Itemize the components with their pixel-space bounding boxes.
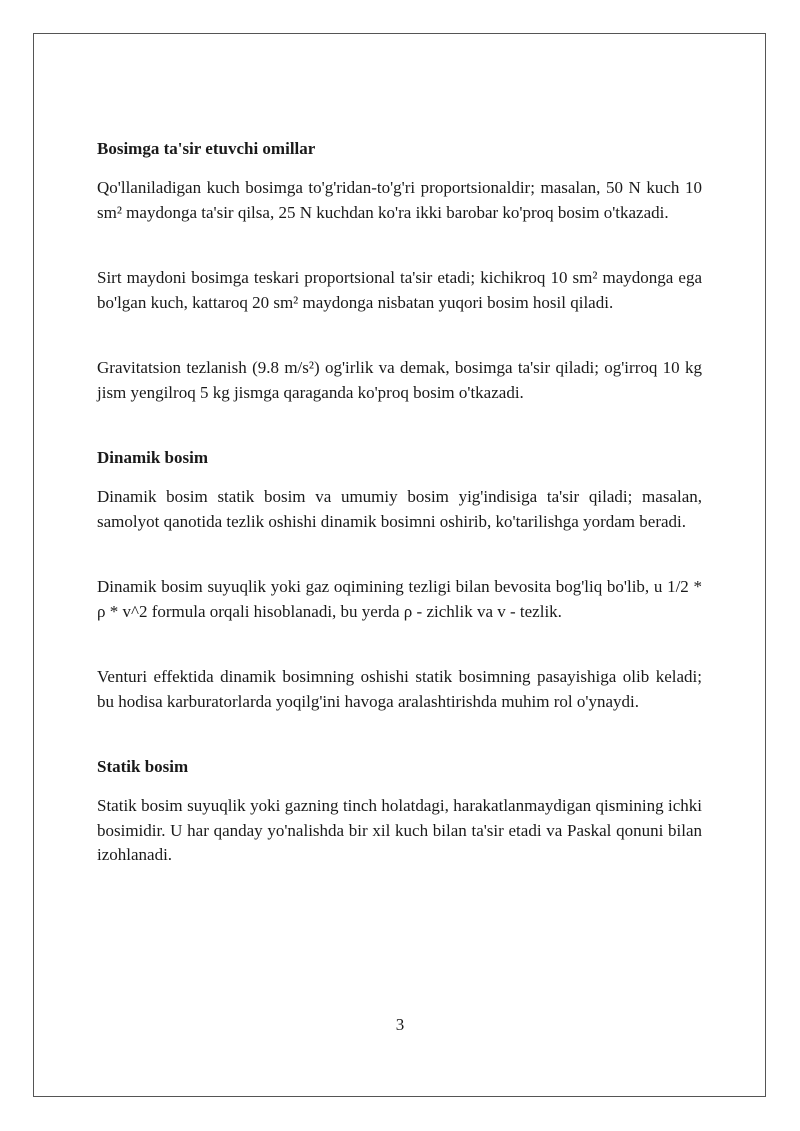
section-heading-dynamic-pressure: Dinamik bosim bbox=[97, 448, 208, 467]
paragraph-dynamic-total: Dinamik bosim statik bosim va umumiy bosim yig'indisiga ta'sir qiladi; masalan, samolyot qanotida tezlik oshishi dinamik bosimni oshirib, ko'tarilishga yordam beradi. bbox=[97, 487, 702, 531]
paragraph-surface-area: Sirt maydoni bosimga teskari proportsional ta'sir etadi; kichikroq 10 sm² maydonga ega bo'lgan kuch, kattaroq 20 sm² maydonga nisbatan yuqori bosim hosil qiladi. bbox=[97, 268, 702, 312]
page-number: 3 bbox=[395, 1015, 405, 1034]
paragraph-dynamic-formula: Dinamik bosim suyuqlik yoki gaz oqimining tezligi bilan bevosita bog'liq bo'lib, u 1/2 * ρ * v^2 formula orqali hisoblanadi, bu yerda ρ - zichlik va v - tezlik. bbox=[97, 577, 702, 621]
paragraph-gravity: Gravitatsion tezlanish (9.8 m/s²) og'irlik va demak, bosimga ta'sir qiladi; og'irroq 10 kg jism yengilroq 5 kg jismga qaraganda ko'proq bosim o'tkazadi. bbox=[97, 358, 702, 402]
paragraph-venturi: Venturi effektida dinamik bosimning oshishi statik bosimning pasayishiga olib keladi; bu hodisa karburatorlarda yoqilg'ini havoga aralashtirishda muhim rol o'ynaydi. bbox=[97, 667, 702, 711]
section-heading-pressure-factors: Bosimga ta'sir etuvchi omillar bbox=[97, 139, 316, 158]
section-heading-static-pressure: Statik bosim bbox=[97, 757, 189, 776]
page-content bbox=[97, 137, 702, 868]
paragraph-applied-force: Qo'llaniladigan kuch bosimga to'g'ridan-to'g'ri proportsionaldir; masalan, 50 N kuch 10 sm² maydonga ta'sir qilsa, 25 N kuchdan ko'ra ikki barobar ko'proq bosim o'tkazadi. bbox=[97, 178, 702, 222]
paragraph-static-definition: Statik bosim suyuqlik yoki gazning tinch holatdagi, harakatlanmaydigan qismining ichki bosimidir. U har qanday yo'nalishda bir xil kuch bilan ta'sir etadi va Paskal qonuni bilan izohlanadi. bbox=[97, 796, 702, 864]
